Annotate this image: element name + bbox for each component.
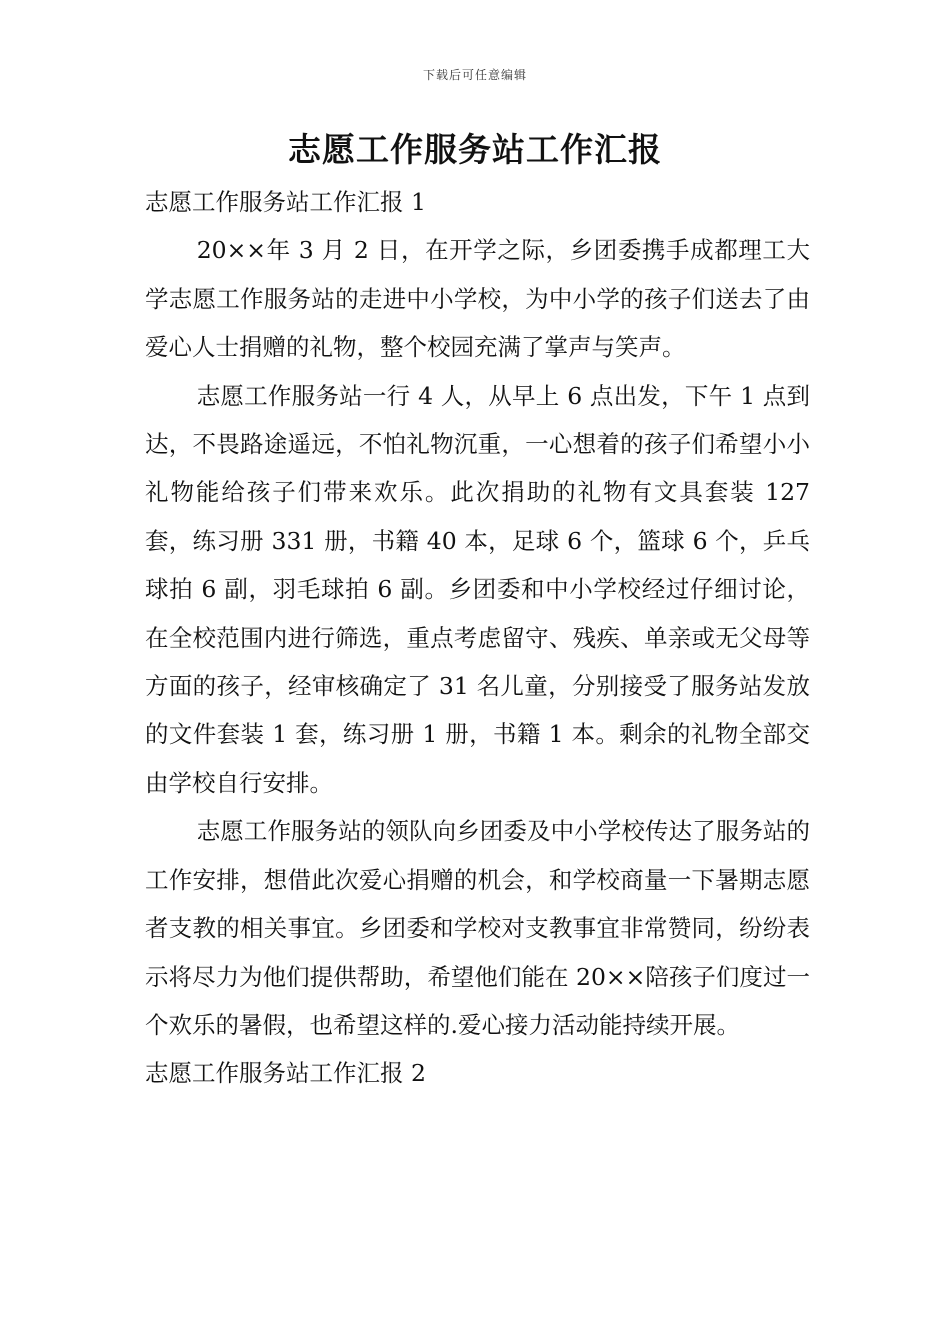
paragraph: 志愿工作服务站的领队向乡团委及中小学校传达了服务站的工作安排，想借此次爱心捐赠的机会，和学校商量一下暑期志愿者支教的相关事宜。乡团委和学校对支教事宜非常赞同，纷纷表示将尽力为他们提供帮助，希望他们能在 20××陪孩子们度过一个欢乐的暑假，也希望这样的.爱心接力活动能持续开展。 [145, 817, 810, 1039]
document-title: 志愿工作服务站工作汇报 [288, 130, 662, 169]
paragraph: 20××年 3 月 2 日，在开学之际，乡团委携手成都理工大学志愿工作服务站的走进中小学校，为中小学的孩子们送去了由爱心人士捐赠的礼物，整个校园充满了掌声与笑声。 [145, 236, 810, 362]
document-body [145, 178, 810, 1098]
header-note: 下载后可任意编辑 [422, 68, 527, 82]
section-heading: 志愿工作服务站工作汇报 1 [145, 188, 426, 216]
section-heading: 志愿工作服务站工作汇报 2 [145, 1059, 426, 1088]
paragraph: 志愿工作服务站一行 4 人，从早上 6 点出发，下午 1 点到达，不畏路途遥远，不怕礼物沉重，一心想着的孩子们希望小小礼物能给孩子们带来欢乐。此次捐助的礼物有文具套装 127 套，练习册 331 册，书籍 40 本，足球 6 个，篮球 6 个，乒乓球拍 6 副，羽毛球拍 6 副。乡团委和中小学校经过仔细讨论，在全校范围内进行筛选，重点考虑留守、残疾、单亲或无父母等方面的孩子，经审核确定了 31 名儿童，分别接受了服务站发放的文件套装 1 套，练习册 1 册，书籍 1 本。剩余的礼物全部交由学校自行安排。 [145, 381, 810, 797]
